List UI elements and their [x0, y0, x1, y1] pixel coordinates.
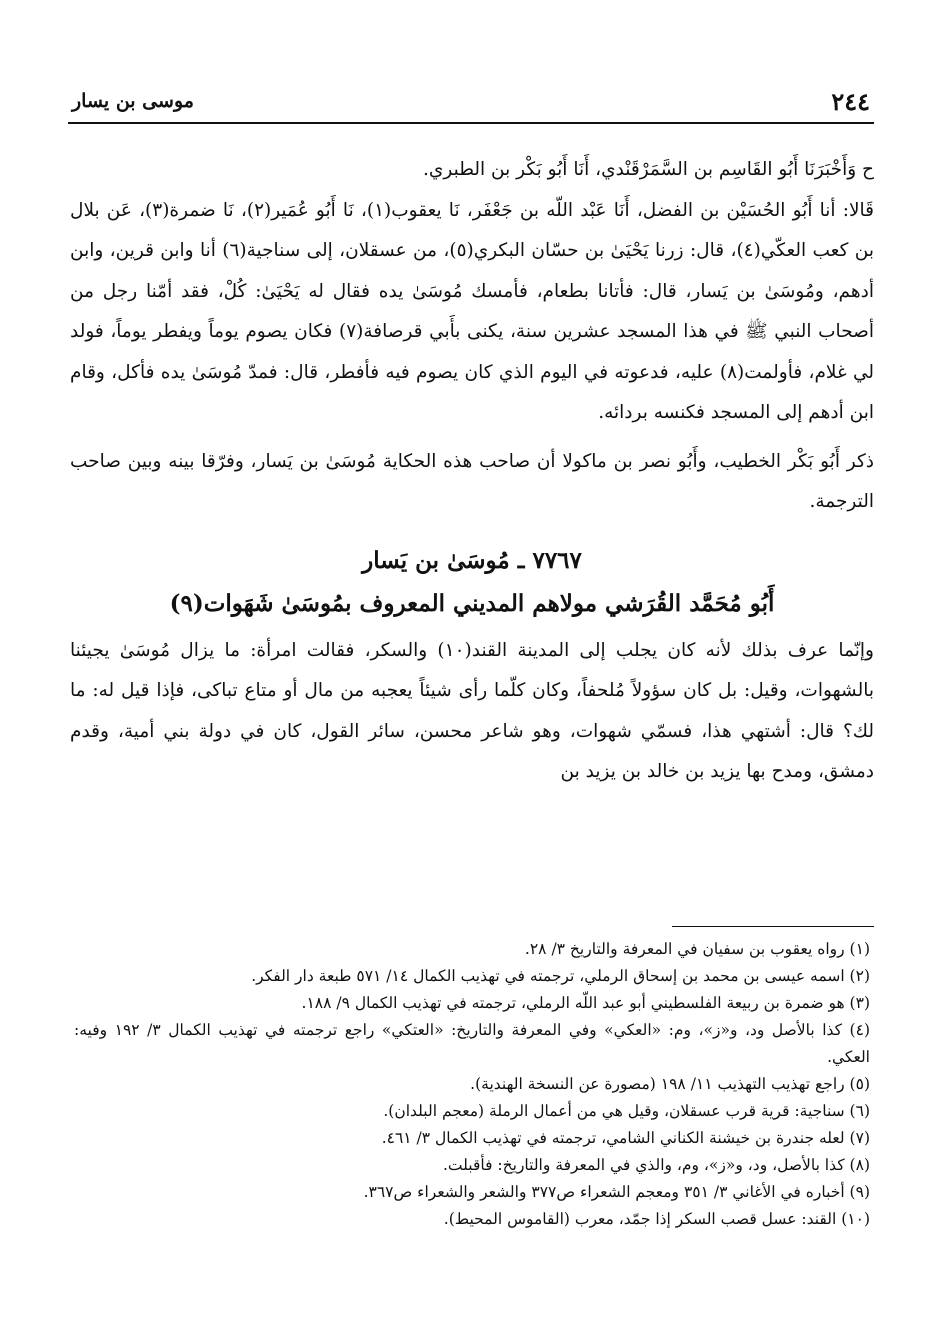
- footnote-rule: [672, 926, 874, 927]
- note-paragraph: ذكر أَبُو بَكْر الخطيب، وأَبُو نصر بن ماكولا أن صاحب هذه الحكاية مُوسَىٰ بن يَسار، وفرّقا بينه وبين صاحب الترجمة.: [70, 450, 874, 512]
- footnote: (١٠) القند: عسل قصب السكر إذا جمّد، معرب (القاموس المحيط).: [443, 1210, 870, 1228]
- footnotes: [74, 936, 870, 1233]
- isnad-line: ح وَأَخْبَرَنَا أَبُو القَاسِم بن السَّمَرْقَنْدي، أَنَا أَبُو بَكْر بن الطبري.: [423, 159, 874, 180]
- footnote: (١) رواه يعقوب بن سفيان في المعرفة والتاريخ ٣/ ٢٨.: [524, 940, 870, 958]
- main-text: [70, 150, 874, 793]
- footnote: (٨) كذا بالأصل، ود، و«ز»، وم، والذي في المعرفة والتاريخ: فأقبلت.: [442, 1156, 870, 1174]
- footnote: (٩) أخباره في الأغاني ٣/ ٣٥١ ومعجم الشعراء ص٣٧٧ والشعر والشعراء ص٣٦٧.: [363, 1183, 870, 1201]
- narration-paragraph: قَالا: أنا أَبُو الحُسَيْن بن الفضل، أَنَا عَبْد اللّه بن جَعْفَر، نَا يعقوب(١)، نَا أَبُو عُمَير(٢)، نَا ضمرة(٣)، عَن بلال بن كعب العكّي(٤)، قال: زرنا يَحْيَىٰ بن حسّان البكري(٥)، من عسقلان، إلى سناجية(٦) أنا وابن قرين، وابن أدهم، ومُوسَىٰ بن يَسار، قال: فأتانا بطعام، فأمسك مُوسَىٰ يده فقال له يَحْيَىٰ: كُلْ، فقد أمّنا رجل من أصحاب النبي ﷺ في هذا المسجد عشرين سنة، يكنى بأَبي قرصافة(٧) فكان يصوم يوماً ويفطر يوماً، فولد لي غلام، فأولمت(٨) عليه، فدعوته في اليوم الذي كان يصوم فيه فأفطر، قال: فمدّ مُوسَىٰ يده فأكل، وقام ابن أدهم إلى المسجد فكنسه بردائه.: [70, 199, 874, 423]
- footnote: (٤) كذا بالأصل ود، و«ز»، وم: «العكي» وفي المعرفة والتاريخ: «العتكي» راجع ترجمته في تهذيب الكمال ٣/ ١٩٢ وفيه: العكي.: [74, 1021, 870, 1066]
- biography-paragraph: وإنّما عرف بذلك لأنه كان يجلب إلى المدينة القند(١٠) والسكر، فقالت امرأة: ما يزال مُوسَىٰ يجيئنا بالشهوات، وقيل: بل كان سؤولاً مُلحفاً، وكان كلّما رأى شيئاً يعجبه من مال أو متاع تباكى، فإذا قيل له: ما لك؟ قال: أشتهي هذا، فسمّي شهوات، وهو شاعر محسن، سائر القول، كان في دولة بني أمية، وقدم دمشق، ومدح بها يزيد بن خالد بن يزيد بن: [70, 639, 874, 782]
- running-header-title: موسى بن يسار: [72, 90, 194, 112]
- footnote: (٦) سناجية: قرية قرب عسقلان، وقيل هي من أعمال الرملة (معجم البلدان).: [383, 1102, 870, 1120]
- footnote: (٣) هو ضمرة بن ربيعة الفلسطيني أبو عبد اللّه الرملي، ترجمته في تهذيب الكمال ٩/ ١٨٨.: [301, 994, 870, 1012]
- footnote: (٢) اسمه عيسى بن محمد بن إسحاق الرملي، ترجمته في تهذيب الكمال ١٤/ ٥٧١ طبعة دار الفكر.: [251, 967, 870, 985]
- footnote: (٥) راجع تهذيب التهذيب ١١/ ١٩٨ (مصورة عن النسخة الهندية).: [470, 1075, 870, 1093]
- footnote: (٧) لعله جندرة بن خيشنة الكناني الشامي، ترجمته في تهذيب الكمال ٣/ ٤٦١.: [381, 1129, 870, 1147]
- header-rule: [68, 122, 874, 124]
- page-number: ٢٤٤: [831, 87, 870, 116]
- entry-subheading: أَبُو مُحَمَّد القُرَشي مولاهم المديني المعروف بمُوسَىٰ شَهَوات(٩): [169, 589, 775, 617]
- entry-heading: ٧٧٦٧ ـ مُوسَىٰ بن يَسار: [362, 546, 582, 574]
